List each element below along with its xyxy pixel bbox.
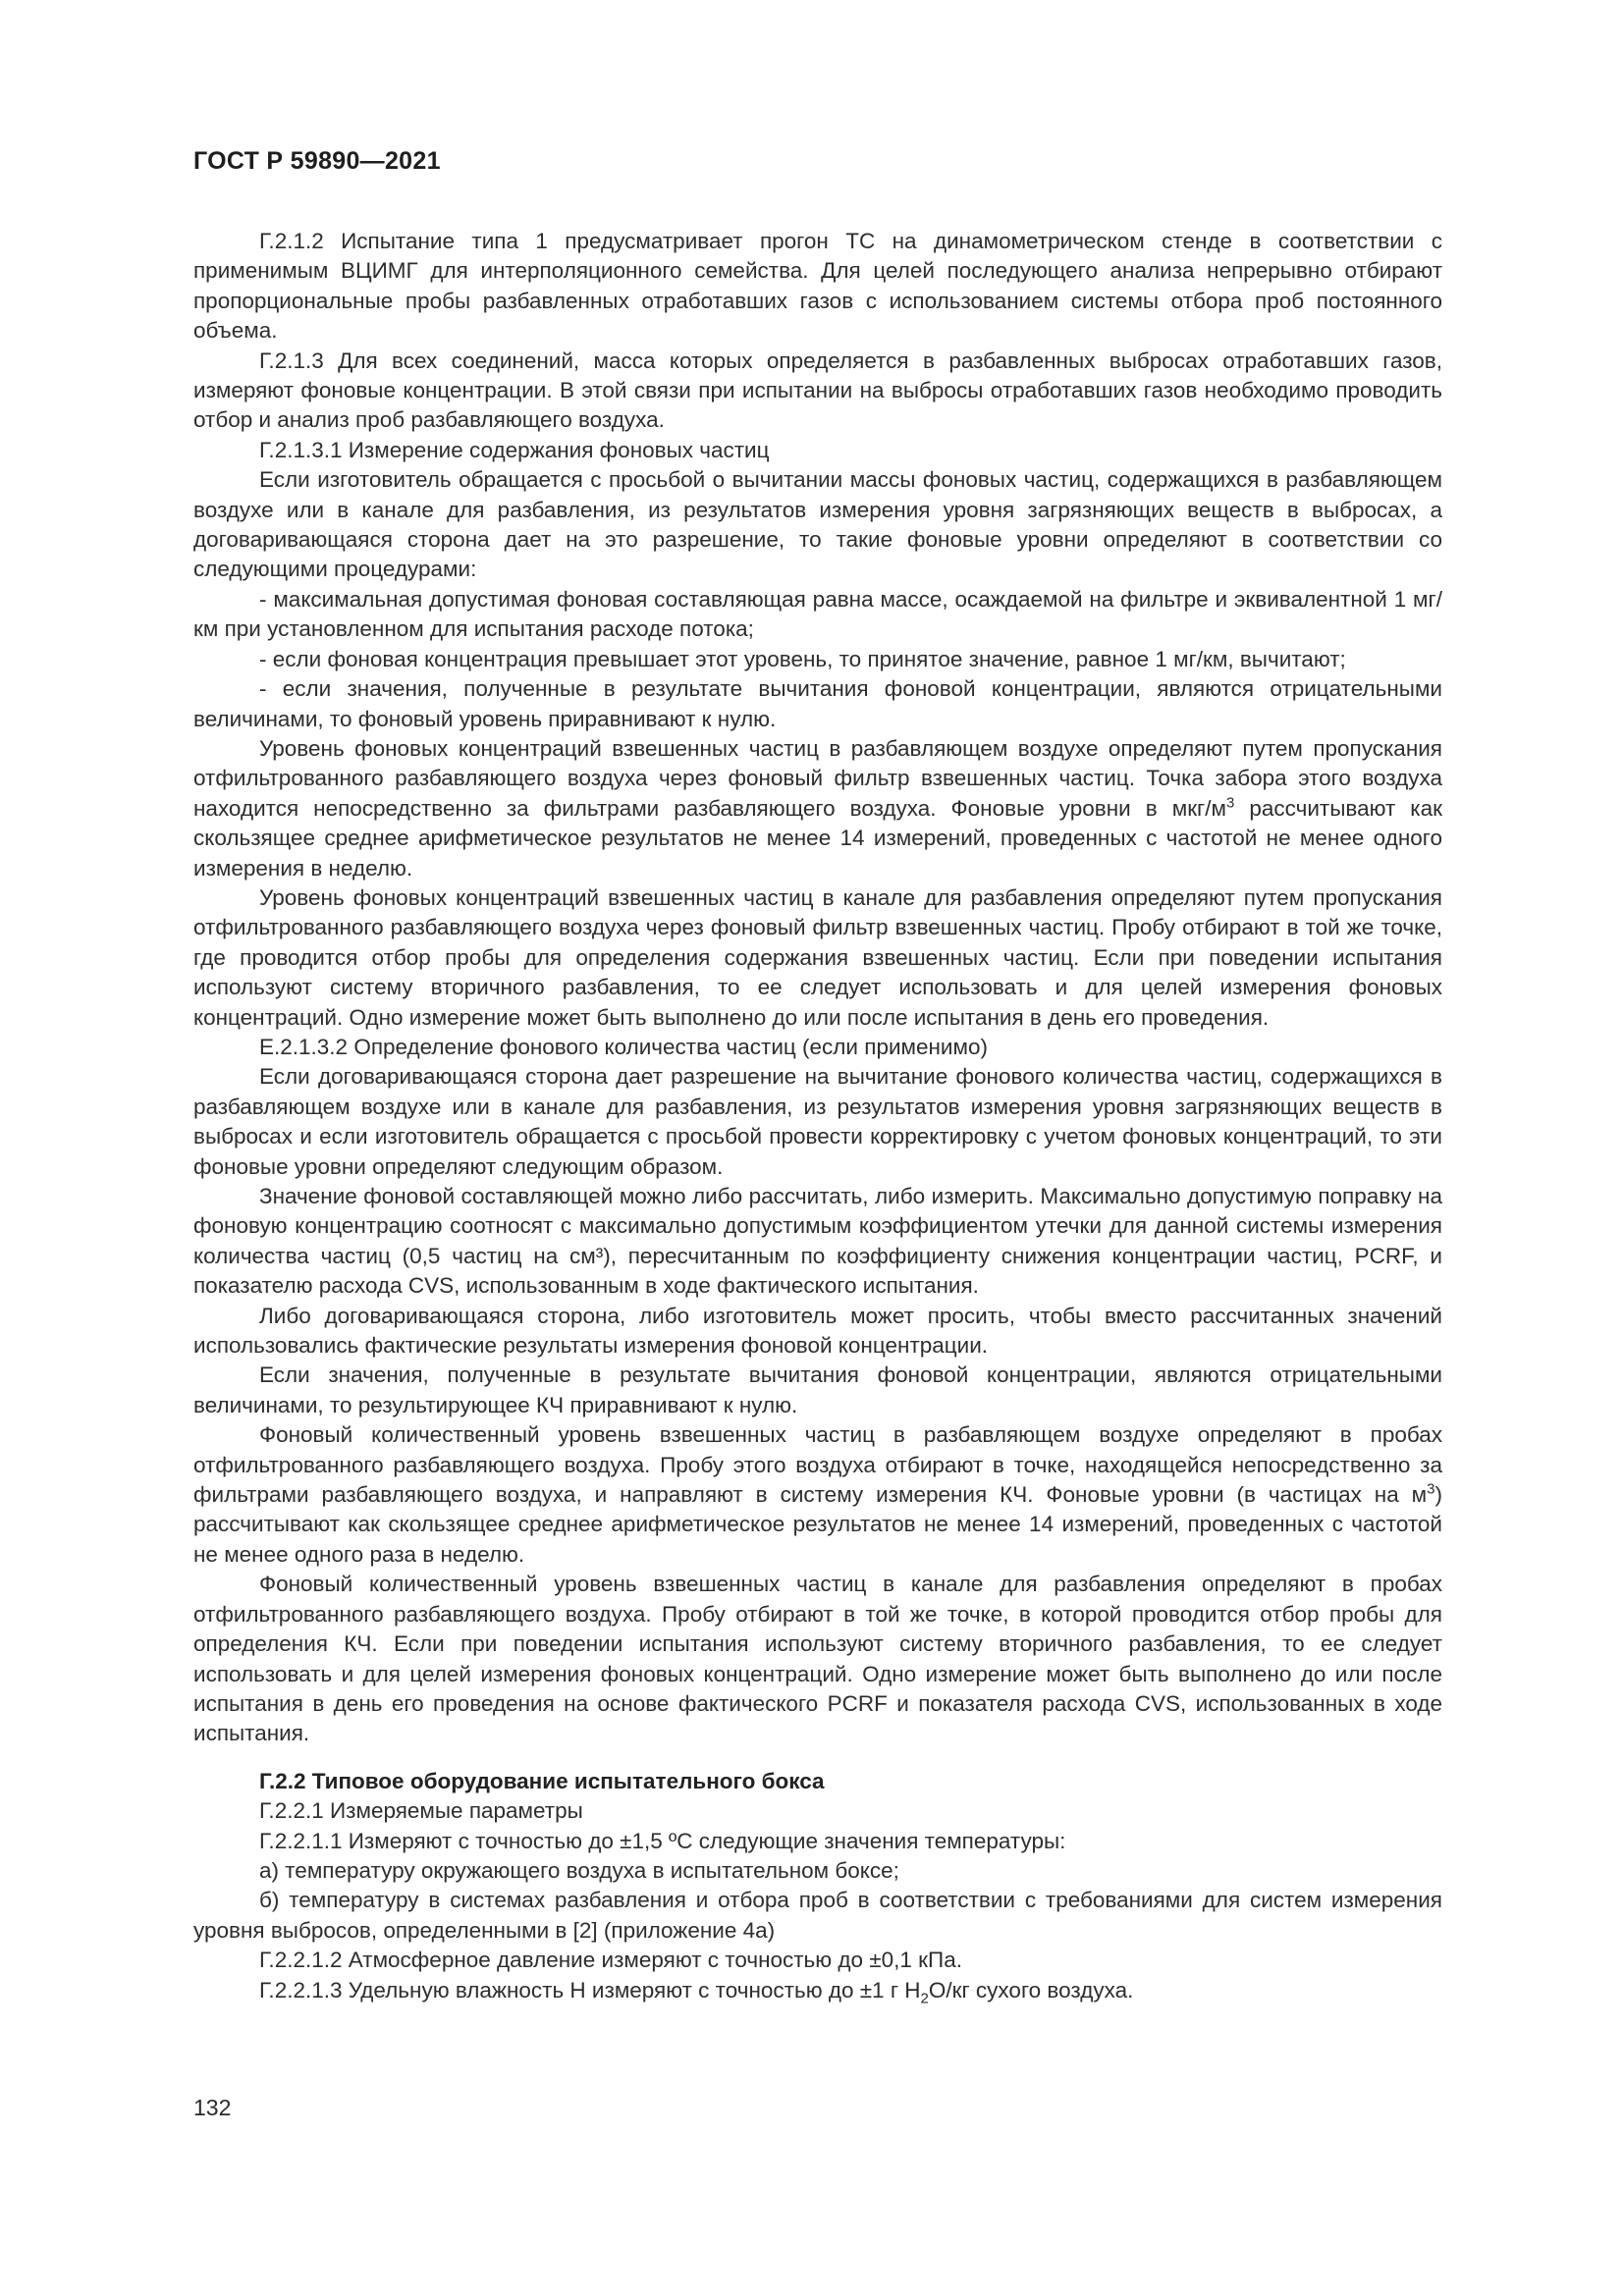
paragraph-g2-2-1: Г.2.2.1 Измеряемые параметры [259,1798,583,1824]
paragraph-particle-number-request: Если договаривающаяся сторона дает разрешение на вычитание фонового количества частиц, содержащихся в разбавляющем воздухе или в канале для разбавления, из результатов измерения уровня загрязняющих веществ в выбросах и если изготовитель обращается с просьбой провести корректировку с учетом фоновых концентраций, то эти фоновые уровни определяют следующим образом. [193,1064,1442,1179]
superscript: 3 [1225,794,1235,812]
list-item-a: а) температуру окружающего воздуха в испытательном боксе; [259,1857,899,1883]
paragraph-background-dilution-air [193,734,1442,883]
paragraph-g2-1-2: Г.2.1.2 Испытание типа 1 предусматривает прогон ТС на динамометрическом стенде в соответствии с применимым ВЦИМГ для интерполяционного семейства. Для целей последующего анализа непрерывно отбирают пропорциональные пробы разбавленных отработавших газов с использованием системы отбора проб постоянного объема. [193,229,1442,344]
subsection-e2-1-3-2-title: Е.2.1.3.2 Определение фонового количества частиц (если применимо) [259,1034,988,1059]
list-item-negative-values: - если значения, полученные в результате вычитания фоновой концентрации, являются отрицательными величинами, то фоновый уровень приравнивают к нулю. [193,676,1442,731]
paragraph-g2-2-1-1: Г.2.2.1.1 Измеряют с точностью до ±1,5 ºС следующие значения температуры: [259,1828,1066,1853]
list-item-exceeds-level: - если фоновая концентрация превышает этот уровень, то принятое значение, равное 1 мг/км, вычитают; [259,646,1346,671]
list-item-max-background: - максимальная допустимая фоновая составляющая равна массе, осаждаемой на фильтре и эквивалентной 1 мг/км при установленном для испытания расходе потока; [193,586,1442,642]
paragraph-actual-results: Либо договаривающаяся сторона, либо изготовитель может просить, чтобы вместо рассчитанных значений использовались фактические результаты измерения фоновой концентрации. [193,1303,1442,1359]
page-number: 132 [193,2095,232,2120]
section-heading-g2-2: Г.2.2 Типовое оборудование испытательного бокса [259,1768,825,1793]
paragraph-background-dilution-tunnel: Уровень фоновых концентраций взвешенных частиц в канале для разбавления определяют путем пропускания отфильтрованного разбавляющего воздуха через фоновый фильтр взвешенных частиц. Пробу отбирают в той же точке, где проводится отбор пробы для определения содержания взвешенных частиц. Если при поведении испытания используют систему вторичного разбавления, то ее следует использовать и для целей измерения фоновых концентраций. Одно измерение может быть выполнено до или после испытания в день его проведения. [193,884,1442,1030]
subscript: 2 [920,1990,929,2007]
paragraph-g2-2-1-2: Г.2.2.1.2 Атмосферное давление измеряют с точностью до ±0,1 кПа. [259,1948,962,1973]
paragraph-g2-2-1-3 [193,1976,1442,2005]
paragraph-background-correction: Значение фоновой составляющей можно либо рассчитать, либо измерить. Максимально допустимую поправку на фоновую концентрацию соотносят с максимально допустимым коэффициентом утечки для данной системы измерения количества частиц (0,5 частиц на см³), пересчитанным по коэффициенту снижения концентрации частиц, PCRF, и показателю расхода CVS, использованным в ходе фактического испытания. [193,1184,1442,1299]
paragraph-text: ) рассчитывают как скользящее среднее арифметическое результатов не менее 14 измерений, проведенных с частотой не менее одного раза в неделю. [193,1482,1442,1567]
paragraph-text: Уровень фоновых концентраций взвешенных частиц в разбавляющем воздухе определяют путем пропускания отфильтрованного разбавляющего воздуха через фоновый фильтр взвешенных частиц. Точка забора этого воздуха находится непосредственно за фильтрами разбавляющего воздуха. Фоновые уровни в мкг/м [193,735,1442,821]
paragraph-g2-1-3: Г.2.1.3 Для всех соединений, масса которых определяется в разбавленных выбросах отработавших газов, измеряют фоновые концентрации. В этой связи при испытании на выбросы отработавших газов необходимо проводить отбор и анализ проб разбавляющего воздуха. [193,347,1442,433]
paragraph-text: рассчитывают как скользящее среднее арифметическое результатов не менее 14 измерений, проведенных с частотой не менее одного измерения в неделю. [193,795,1442,881]
paragraph-text: Г.2.2.1.3 Удельную влажность Н измеряют с точностью до ±1 г Н [259,1977,921,2002]
paragraph-pn-dilution-tunnel: Фоновый количественный уровень взвешенных частиц в канале для разбавления определяют в пробах отфильтрованного разбавляющего воздуха. Пробу отбирают в той же точке, в которой проводится отбор пробы для определения КЧ. Если при поведении испытания используют систему вторичного разбавления, то ее следует использовать и для целей измерения фоновых концентраций. Одно измерение может быть выполнено до или после испытания в день его проведения на основе фактического PCRF и показателя расхода CVS, использованных в ходе испытания. [193,1572,1442,1746]
paragraph-negative-pn: Если значения, полученные в результате вычитания фоновой концентрации, являются отрицательными величинами, то результирующее КЧ приравнивают к нулю. [193,1362,1442,1417]
paragraph-pn-dilution-air [193,1420,1442,1570]
document-header: ГОСТ Р 59890—2021 [193,147,441,175]
list-item-b: б) температуру в системах разбавления и отбора проб в соответствии с требованиями для систем измерения уровня выбросов, определенными в [2] (приложение 4а) [193,1888,1442,1943]
superscript: 3 [1427,1480,1435,1498]
document-body [193,227,1442,2005]
paragraph-text: Фоновый количественный уровень взвешенных частиц в разбавляющем воздухе определяют в пробах отфильтрованного разбавляющего воздуха. Пробу этого воздуха отбирают в точке, находящейся непосредственно за фильтрами разбавляющего воздуха, и направляют в систему измерения КЧ. Фоновые уровни (в частицах на м [193,1422,1442,1508]
paragraph-text: О/кг сухого воздуха. [928,1977,1134,2002]
subsection-g2-1-3-1-title: Г.2.1.3.1 Измерение содержания фоновых частиц [259,437,770,462]
paragraph-background-request: Если изготовитель обращается с просьбой о вычитании массы фоновых частиц, содержащихся в разбавляющем воздухе или в канале для разбавления, из результатов измерения уровня загрязняющих веществ в выбросах, а договаривающаяся сторона дает на это разрешение, то такие фоновые уровни определяют в соответствии со следующими процедурами: [193,467,1442,582]
